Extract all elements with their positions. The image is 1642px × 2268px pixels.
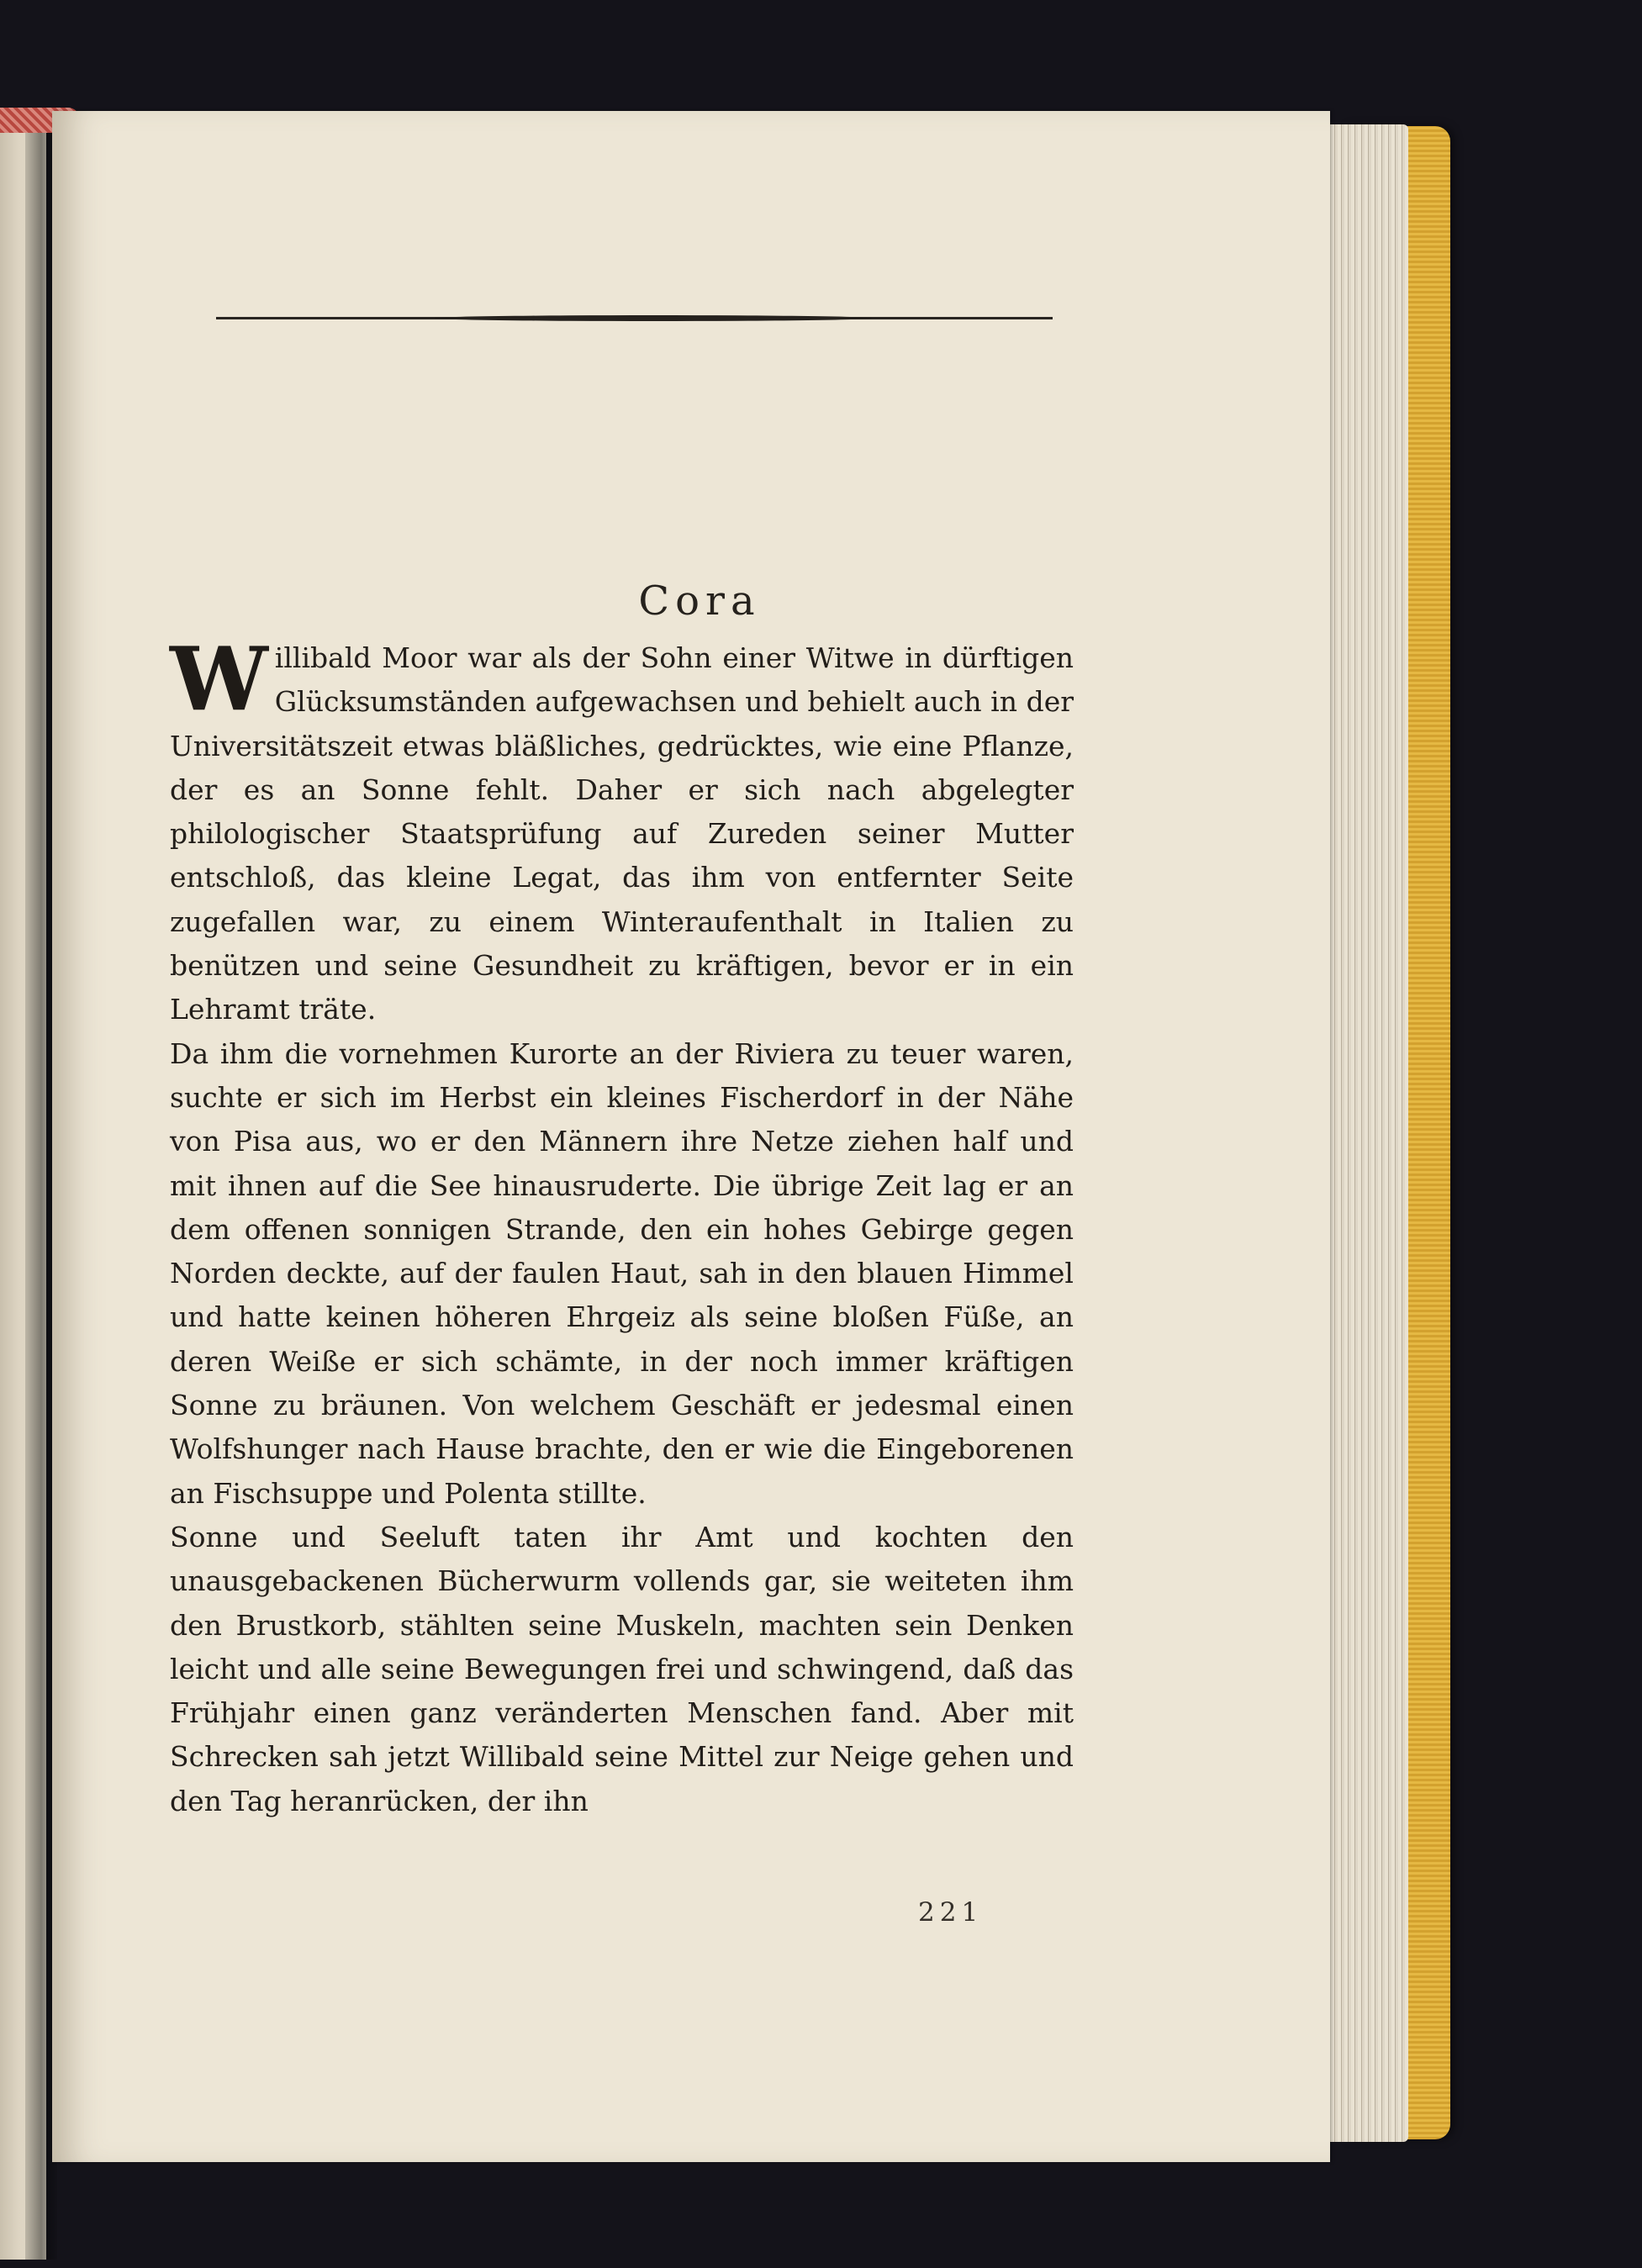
paragraph-2: Da ihm die vornehmen Kurorte an der Riviera zu teuer waren, suchte er sich im Herbst ein kleines Fischerdorf in der Nähe von Pisa aus, wo er den Männern ihre Netze ziehen half und mit ihnen auf die See hinausruderte. Die übrige Zeit lag er an dem offenen sonnigen Strande, den ein hohes Gebirge gegen Norden deckte, auf der faulen Haut, sah in den blauen Himmel und hatte keinen höheren Ehrgeiz als seine bloßen Füße, an deren Weiße er sich schämte, in der noch immer kräftigen Sonne zu bräunen. Von welchem Geschäft er jedesmal einen Wolfshunger nach Hause brachte, den er wie die Eingeborenen an Fischsuppe und Polenta stillte. [170,1036,1074,1510]
header-rule-swell [435,315,872,321]
page-stack-edge [1324,124,1408,2142]
page-number: 221 [918,1897,984,1928]
paragraph-3: Sonne und Seeluft taten ihr Amt und kochten den unausgebackenen Bücherwurm vollends gar, sie weiteten ihm den Brustkorb, stählten seine Muskeln, machten sein Denken leicht und alle seine Bewegungen frei und schwingend, daß das Frühjahr einen ganz veränderten Menschen fand. Aber mit Schrecken sah jetzt Willibald seine Mittel zur Neige gehen und den Tag heranrücken, der ihn [170,1520,1074,1817]
body-text [170,627,1074,1823]
chapter-title: Cora [638,578,761,625]
header-rule [216,313,1053,323]
book-page [52,111,1330,2162]
paragraph-1 [170,627,1074,1032]
drop-cap: W [170,627,268,731]
paragraph-1-text: illibald Moor war als der Sohn einer Witwe in dürftigen Glücksumständen aufgewachsen und behielt auch in der Universitätszeit etwas bläßliches, gedrücktes, wie eine Pflanze, der es an Sonne fehlt. Daher er sich nach abgelegter philologischer Staatsprüfung auf Zureden seiner Mutter entschloß, das kleine Legat, das ihm von entfernter Seite zugefallen war, zu einem Winteraufenthalt in Italien zu benützen und seine Gesundheit zu kräftigen, bevor er in ein Lehramt träte. [170,641,1074,1026]
